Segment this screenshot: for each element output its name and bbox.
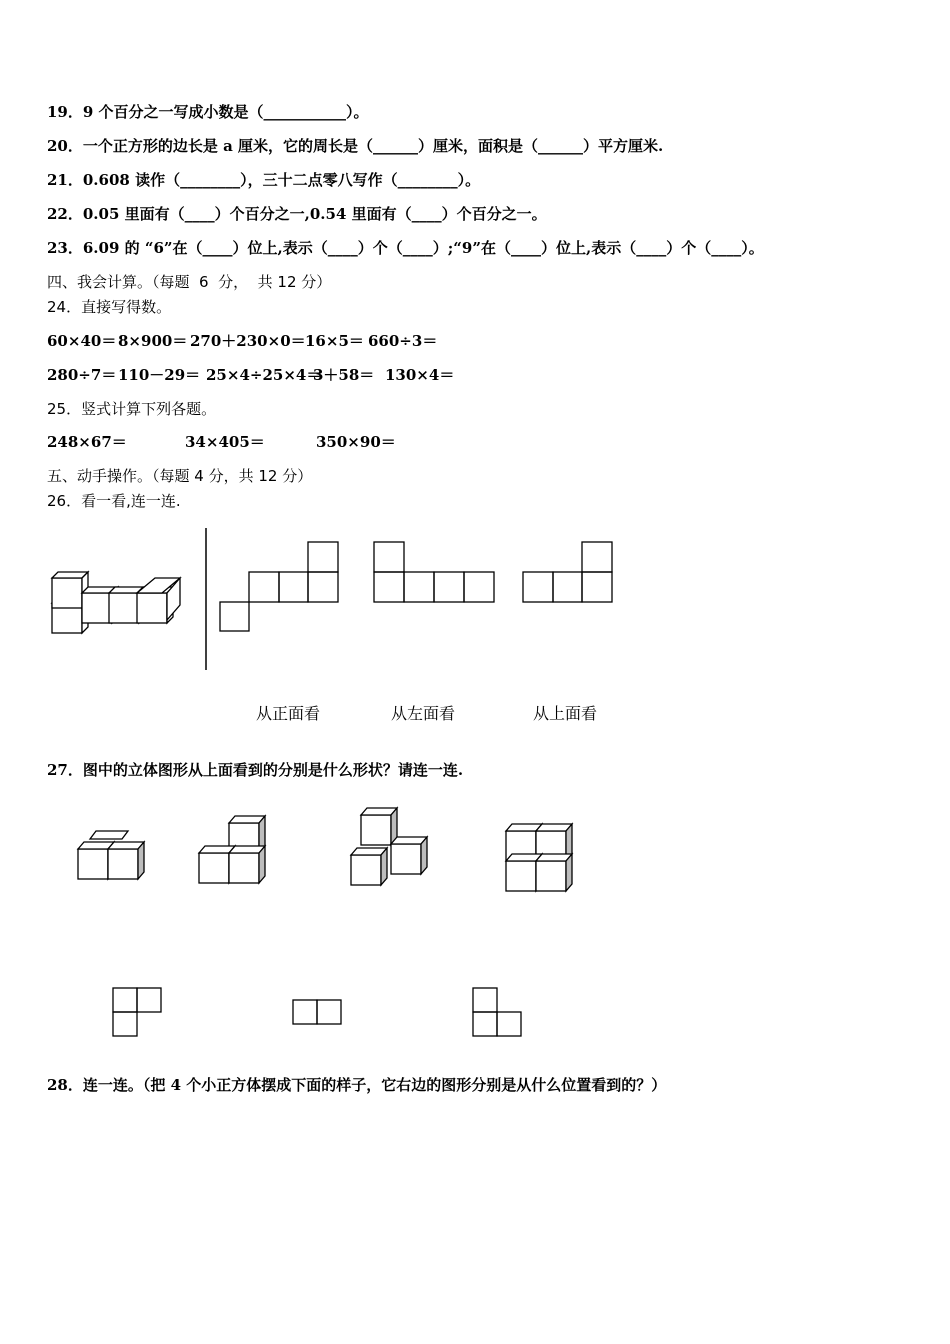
question-26: 26．看一看,连一连. [47,492,181,510]
section-5-heading: 五、动手操作。（每题 4 分，共 12 分） [47,467,313,485]
question-24: 24．直接写得数。 [47,298,172,316]
calc-item: 248×67＝ [47,433,127,451]
question-28: 28．连一连。（把 4 个小正方体摆成下面的样子，它右边的图形分别是从什么位置看到的？） [47,1076,667,1094]
question-22: 22．0.05 里面有（____）个百分之一,0.54 里面有（____）个百分之一。 [47,205,547,223]
question-20: 20．一个正方形的边长是 a 厘米，它的周长是（______）厘米，面积是（______）平方厘米. [47,137,664,155]
calc-item: 660÷3＝ [368,332,438,350]
q27-top-view-2 [293,1000,341,1024]
calc-item: 8×900＝ [118,332,188,350]
calc-item: 350×90＝ [316,433,396,451]
calc-item: 280÷7＝ [47,366,117,384]
calc-item: 270＋230×0＝ [190,332,306,350]
q26-view-a [220,542,338,631]
view-label-top: 从上面看 [533,704,598,723]
q27-solid-4 [506,824,572,891]
calc-item: 16×5＝ [305,332,364,350]
q26-view-c [523,542,612,602]
calc-item: 34×405＝ [185,433,265,451]
q27-top-view-3 [473,988,521,1036]
q26-solid-figure [52,572,180,633]
calc-item: 3＋58＝ [313,366,375,384]
q27-solid-1 [78,831,144,879]
calc-item: 110－29＝ [118,366,201,384]
section-4-heading: 四、我会计算。（每题 6 分， 共 12 分） [47,273,332,291]
question-19: 19．9 个百分之一写成小数是（___________）。 [47,103,369,121]
q26-view-b [374,542,494,602]
question-25: 25．竖式计算下列各题。 [47,400,217,418]
question-23: 23．6.09 的 “6”在（____）位上,表示（____）个（____）;“9”在（____）位上,表示（____）个（____）。 [47,239,764,257]
calc-item: 130×4＝ [385,366,455,384]
view-label-left: 从左面看 [391,704,456,723]
q27-solid-3 [351,808,427,885]
calc-item: 60×40＝ [47,332,117,350]
calc-item: 25×4÷25×4＝ [206,366,322,384]
question-21: 21．0.608 读作（________），三十二点零八写作（________）。 [47,171,481,189]
question-27: 27．图中的立体图形从上面看到的分别是什么形状？请连一连. [47,761,464,779]
q27-solid-2 [199,816,265,883]
view-label-front: 从正面看 [256,704,321,723]
q27-top-view-1 [113,988,161,1036]
